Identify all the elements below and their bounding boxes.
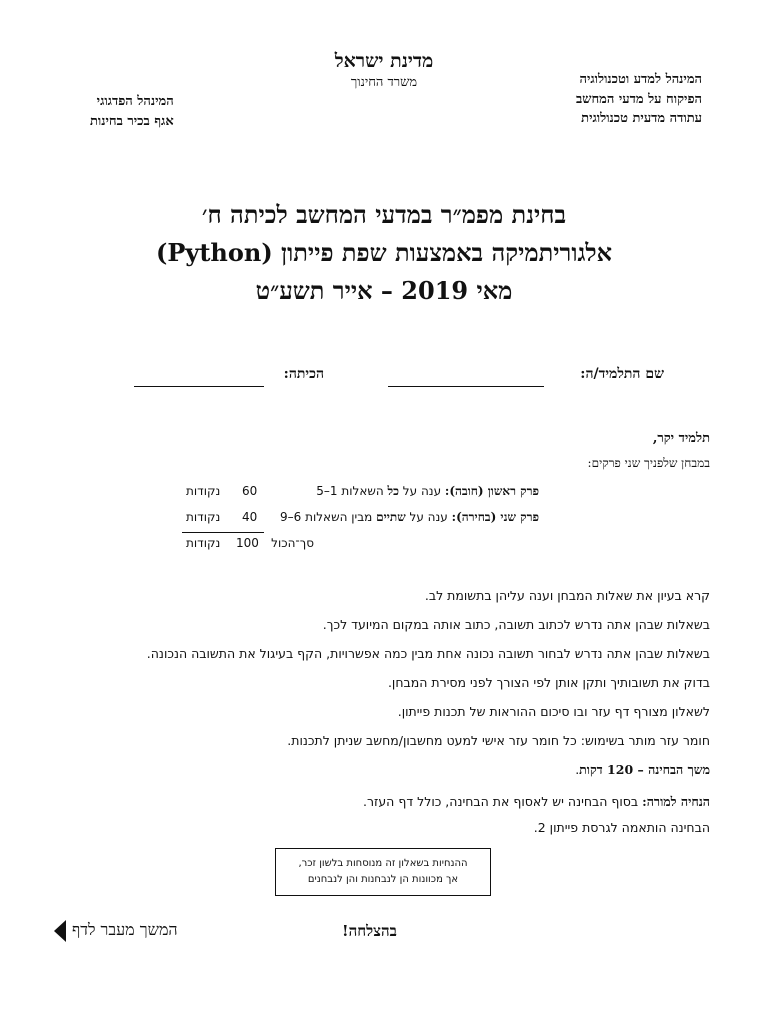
parts-intro: במבחן שלפניך שני פרקים: — [587, 456, 710, 470]
part-2-desc-pre: ענה על — [405, 510, 452, 524]
part-1-desc-bold: כל — [387, 484, 399, 498]
duration-label: משך הבחינה – 120 דקות — [579, 762, 710, 777]
instruction-line: בשאלות שבהן אתה נדרש לבחור תשובה נכונה אחת מבין כמה אפשרויות, הקף בעיגול את התשובה הנכונה. — [146, 646, 710, 661]
part-2-label: פרק שני (בחירה): — [451, 510, 539, 524]
header-right-block — [576, 70, 702, 129]
header-right-line: הפיקוח על מדעי המחשב — [575, 91, 702, 107]
part-2-points: 40 — [242, 510, 258, 524]
instruction-line: בשאלות שבהן אתה נדרש לכתוב תשובה, כתוב אותה במקום המיועד לכך. — [322, 617, 710, 632]
teacher-note-label: הנחיה למורה: — [642, 794, 710, 809]
header-left-line: המינהל הפדגוגי — [96, 94, 174, 109]
duration-end: . — [575, 762, 580, 777]
instruction-line: חומר עזר מותר בשימוש: כל חומר עזר אישי למעט מחשבון/מחשב שניתן לתכנות. — [287, 733, 710, 748]
part-2-row — [280, 510, 539, 525]
gender-note-box — [275, 848, 491, 896]
gender-note-line-1: ההנחיות בשאלון זה מנוסחות בלשון זכר, — [298, 858, 468, 869]
total-unit: נקודות — [186, 536, 221, 550]
header-left-block — [90, 92, 174, 131]
part-1-row — [316, 484, 539, 499]
student-name-label: שם התלמיד/ה: — [580, 366, 664, 382]
part-2-unit: נקודות — [186, 510, 221, 524]
teacher-note-line — [363, 794, 710, 810]
duration-line — [575, 762, 710, 778]
class-field[interactable] — [134, 368, 264, 387]
sum-divider — [182, 532, 264, 533]
part-1-unit: נקודות — [186, 484, 221, 498]
title-line-1: בחינת מפמ״ר במדעי המחשב לכיתה ח׳ — [201, 200, 567, 229]
title-line-2: אלגוריתמיקה באמצעות שפת פייתון (Python) — [155, 238, 613, 267]
instruction-line: בדוק את תשובותיך ותקן אותן לפי הצורך לפני מסירת המבחן. — [387, 675, 710, 690]
total-points: 100 — [236, 536, 259, 550]
continue-text: המשך מעבר לדף — [72, 920, 178, 939]
exam-title — [0, 196, 768, 310]
part-1-desc-post: השאלות 1–5 — [316, 484, 388, 498]
part-2-desc-bold: שתיים — [376, 510, 406, 524]
title-line-3: מאי 2019 – אייר תשע״ט — [255, 276, 513, 305]
teacher-note-text: בסוף הבחינה יש לאסוף את הבחינה, כולל דף העזר. — [363, 794, 643, 809]
part-1-label: פרק ראשון (חובה): — [444, 484, 539, 498]
class-label: הכיתה: — [283, 366, 324, 382]
total-label: סך־הכול — [271, 536, 314, 550]
python-version-line: הבחינה הותאמה לגרסת פייתון 2. — [533, 820, 710, 835]
ministry-name: משרד החינוך — [350, 75, 418, 90]
header-right-line: עתודה מדעית טכנולוגית — [581, 111, 702, 126]
header-left-line: אגף בכיר בחינות — [90, 113, 174, 129]
header-right-line: המינהל למדע וטכנולוגיה — [579, 72, 702, 87]
greeting: תלמיד יקר, — [652, 431, 710, 446]
part-1-points: 60 — [242, 484, 258, 498]
student-name-field[interactable] — [388, 368, 544, 387]
gender-note-line-2: אך מכוונות הן לנבחנות והן לנבחנים — [307, 874, 459, 885]
state-name: מדינת ישראל — [334, 50, 434, 72]
arrow-left-icon — [54, 920, 66, 942]
instruction-line: לשאלון מצורף דף עזר ובו סיכום ההוראות של תכנות פייתון. — [397, 704, 710, 719]
instruction-line: קרא בעיון את שאלות המבחן וענה עליהן בתשומת לב. — [424, 588, 710, 603]
part-1-desc-pre: ענה על — [398, 484, 445, 498]
part-2-desc-post: מבין השאלות 6–9 — [279, 510, 377, 524]
good-luck-text: בהצלחה! — [342, 922, 397, 940]
